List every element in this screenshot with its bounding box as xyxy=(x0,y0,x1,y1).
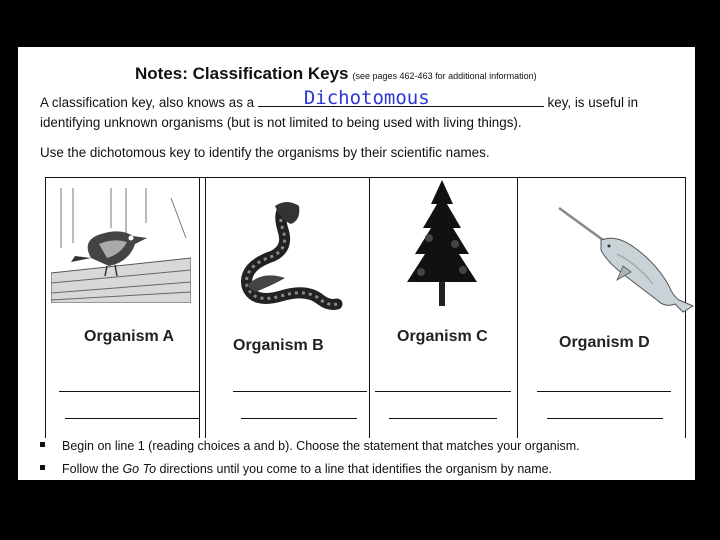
answer-line[interactable] xyxy=(241,418,357,419)
answer-text: Dichotomous xyxy=(303,87,430,109)
narwhal-icon xyxy=(557,204,697,314)
intro-line-2: identifying unknown organisms (but is not limited to being used with living things). xyxy=(40,115,522,130)
answer-line[interactable] xyxy=(59,391,199,392)
bullet-item xyxy=(40,462,552,476)
instruction-text: Use the dichotomous key to identify the organisms by their scientific names. xyxy=(40,145,490,160)
answer-line[interactable] xyxy=(389,418,497,419)
bird-icon xyxy=(51,188,191,303)
answer-blank[interactable] xyxy=(258,87,544,109)
organism-grid xyxy=(45,177,686,438)
answer-line[interactable] xyxy=(65,418,199,419)
worksheet xyxy=(18,47,695,480)
title-note: (see pages 462-463 for additional information) xyxy=(352,71,537,81)
grid-divider xyxy=(199,178,200,438)
bullet-icon xyxy=(40,465,45,470)
bullet-item xyxy=(40,439,580,453)
organism-card-a xyxy=(45,178,199,438)
intro-text-end: key, is useful in xyxy=(543,95,639,110)
organism-label-a: Organism A xyxy=(84,328,175,345)
bullet-text: Follow the xyxy=(62,462,123,476)
answer-line[interactable] xyxy=(375,391,511,392)
intro-text-start: A classification key, also knows as a xyxy=(40,95,258,110)
answer-line[interactable] xyxy=(537,391,671,392)
cobra-icon xyxy=(225,200,345,315)
organism-card-c xyxy=(369,178,517,438)
bullet-icon xyxy=(40,442,45,447)
organism-label-b: Organism B xyxy=(233,337,324,354)
tree-icon xyxy=(399,178,485,310)
answer-line[interactable] xyxy=(547,418,663,419)
bullet-emphasis: Go To xyxy=(122,462,157,476)
organism-card-d xyxy=(517,178,685,438)
answer-line[interactable] xyxy=(233,391,367,392)
organism-label-d: Organism D xyxy=(559,334,650,351)
organism-card-b xyxy=(205,178,369,438)
page-title xyxy=(135,64,537,84)
intro-paragraph xyxy=(40,87,639,133)
title-text: Notes: Classification Keys xyxy=(135,64,349,83)
bullet-text: Begin on line 1 (reading choices a and b). Choose the statement that matches your organism. xyxy=(62,439,580,453)
bullet-text: directions until you come to a line that identifies the organism by name. xyxy=(156,462,553,476)
organism-label-c: Organism C xyxy=(397,328,488,345)
